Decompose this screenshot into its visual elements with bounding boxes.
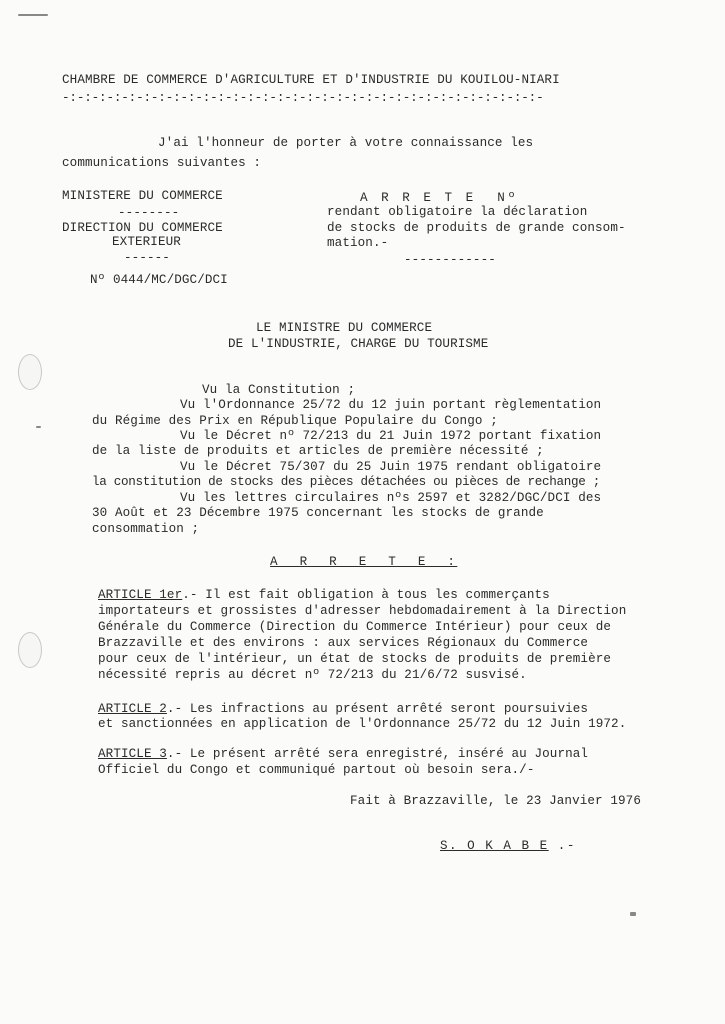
article-2-label: ARTICLE 2 <box>98 702 167 716</box>
scan-mark <box>18 14 48 16</box>
intro-line-1: J'ai l'honneur de porter à votre connaissance les <box>158 136 534 150</box>
article-3-line-1: ARTICLE 3.- Le présent arrêté sera enregistré, inséré au Journal <box>98 747 589 761</box>
article-3-line: Officiel du Congo et communiqué partout où besoin sera./- <box>98 763 535 777</box>
direction-dash: ------ <box>124 251 170 265</box>
vu-line: la constitution de stocks des pièces détachées ou pièces de rechange ; <box>92 475 601 489</box>
punch-hole-bottom <box>18 632 42 668</box>
arrete-subject-2: de stocks de produits de grande consom- <box>327 221 626 235</box>
article-3-label: ARTICLE 3 <box>98 747 167 761</box>
vu-line: Vu le Décret 75/307 du 25 Juin 1975 rendant obligatoire <box>180 460 602 474</box>
article-2-line: et sanctionnées en application de l'Ordonnance 25/72 du 12 Juin 1972. <box>98 717 627 731</box>
signatory-name: S. O K A B E <box>440 839 549 853</box>
vu-line: Vu l'Ordonnance 25/72 du 12 juin portant règlementation <box>180 398 602 412</box>
scan-mark <box>630 912 636 916</box>
article-1-line-1: ARTICLE 1er.- Il est fait obligation à tous les commerçants <box>98 588 550 602</box>
arrete-title: A R R E T E Nº <box>360 191 519 205</box>
article-1-label: ARTICLE 1er <box>98 588 183 602</box>
arrete-subject-1: rendant obligatoire la déclaration <box>327 205 588 219</box>
arrete-dash: ------------ <box>404 253 496 267</box>
arrete-heading: A R R E T E : <box>270 555 458 569</box>
article-1-line: importateurs et grossistes d'adresser hebdomadairement à la Direction <box>98 604 627 618</box>
intro-line-2: communications suivantes : <box>62 156 262 170</box>
article-2-line-1: ARTICLE 2.- Les infractions au présent arrêté seront poursuivies <box>98 702 589 716</box>
minister-line-1: LE MINISTRE DU COMMERCE <box>256 321 433 335</box>
scan-mark <box>36 426 41 428</box>
vu-line: 30 Août et 23 Décembre 1975 concernant les stocks de grande <box>92 506 544 520</box>
direction-line-1: DIRECTION DU COMMERCE <box>62 221 223 235</box>
vu-line: Vu la Constitution ; <box>202 383 356 397</box>
article-1-line: pour ceux de l'intérieur, un état de stocks de produits de première <box>98 652 612 666</box>
vu-line: Vu le Décret nº 72/213 du 21 Juin 1972 portant fixation <box>180 429 602 443</box>
decree-number: Nº 0444/MC/DGC/DCI <box>90 273 228 287</box>
article-1-line: Brazzaville et des environs : aux services Régionaux du Commerce <box>98 636 589 650</box>
ministry-dash: -------- <box>118 206 180 220</box>
vu-line: Vu les lettres circulaires nºs 2597 et 3282/DGC/DCI des <box>180 491 602 505</box>
vu-line: de la liste de produits et articles de première nécessité ; <box>92 444 544 458</box>
minister-line-2: DE L'INDUSTRIE, CHARGE DU TOURISME <box>228 337 489 351</box>
signatory: S. O K A B E .- <box>440 839 576 853</box>
chamber-title: CHAMBRE DE COMMERCE D'AGRICULTURE ET D'INDUSTRIE DU KOUILOU-NIARI <box>62 73 560 87</box>
place-date: Fait à Brazzaville, le 23 Janvier 1976 <box>350 794 641 808</box>
article-1-line: Générale du Commerce (Direction du Commerce Intérieur) pour ceux de <box>98 620 612 634</box>
article-1-line: nécessité repris au décret nº 72/213 du 21/6/72 susvisé. <box>98 668 527 682</box>
direction-line-2: EXTERIEUR <box>112 235 181 249</box>
header-separator: -:-:-:-:-:-:-:-:-:-:-:-:-:-:-:-:-:-:-:-:-:-:-:-:-:-:-:-:-:-:-:-:- <box>62 91 544 105</box>
vu-line: du Régime des Prix en République Populaire du Congo ; <box>92 414 498 428</box>
vu-line: consommation ; <box>92 522 200 536</box>
arrete-subject-3: mation.- <box>327 236 389 250</box>
ministry-name: MINISTERE DU COMMERCE <box>62 189 223 203</box>
punch-hole-top <box>18 354 42 390</box>
